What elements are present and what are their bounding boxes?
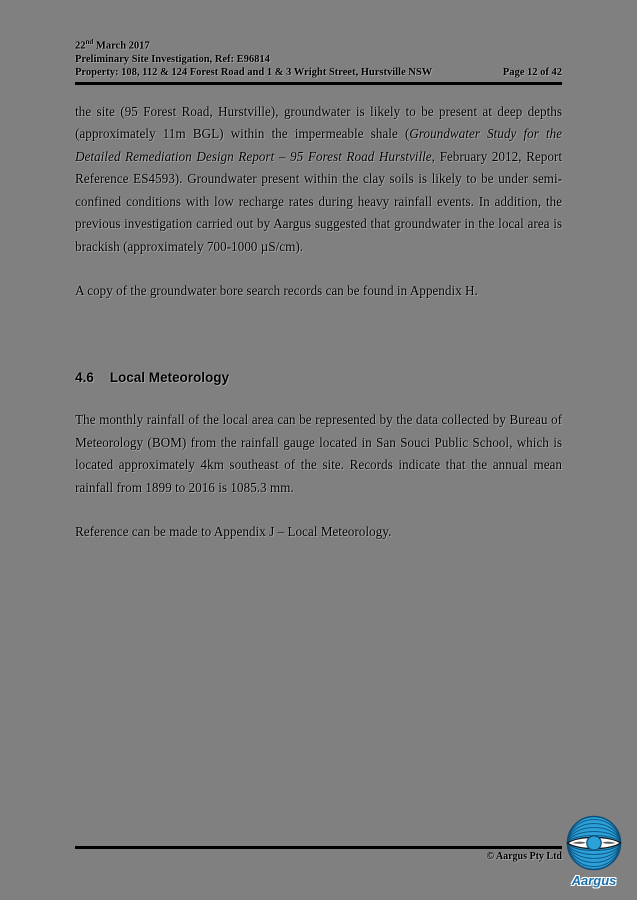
header-page-number: Page 12 of 42 — [502, 66, 562, 78]
paragraph-groundwater — [75, 101, 562, 259]
header-date-rest: March 2017 — [93, 40, 150, 52]
aargus-globe-icon — [565, 814, 623, 872]
aargus-logo — [561, 814, 627, 888]
paragraph-groundwater-pre: the site (95 Forest Road, Hurstville), groundwater is likely to be present at deep depths (approximately 11m BGL) within the impermeable shale ( — [75, 103, 562, 141]
section-heading-local-meteorology — [75, 367, 562, 390]
footer-copyright: © Aargus Pty Ltd — [486, 851, 562, 862]
document-body — [75, 101, 562, 544]
header-report-title: Preliminary Site Investigation, Ref: E96814 — [75, 53, 270, 65]
paragraph-appendix-j: Reference can be made to Appendix J – Local Meteorology. — [75, 524, 392, 539]
page-header — [75, 36, 562, 85]
header-date-line — [75, 36, 562, 53]
paragraph-groundwater-report-title: Groundwater Study for the Detailed Remediation Design Report – 95 Forest Road Hurstville — [75, 126, 563, 164]
section-title: Local Meteorology — [109, 369, 230, 385]
section-number: 4.6 — [75, 369, 94, 385]
paragraph-rainfall: The monthly rainfall of the local area can be represented by the data collected by Bureau of Meteorology (BOM) from the rainfall gauge located in San Souci Public School, which is located approximately 4km southeast of the site. Records indicate that the annual mean rainfall from 1899 to 2016 is 1085.3 mm. — [75, 412, 562, 495]
paragraph-appendix-h: A copy of the groundwater bore search records can be found in Appendix H. — [75, 283, 478, 298]
header-date-day: 22 — [75, 40, 86, 52]
paragraph-groundwater-post: , February 2012, Report Reference ES4593). Groundwater present within the clay soils is likely to be under semi-confined conditions with low recharge rates during heavy rainfall events. In addition, the previous investigation carried out by Aargus suggested that groundwater in the local area is brackish (approximately 700-1000 µS/cm). — [75, 148, 562, 254]
page-footer — [75, 846, 562, 862]
header-property-line: Property: 108, 112 & 124 Forest Road and 1 & 3 Wright Street, Hurstville NSW — [75, 66, 433, 78]
header-date-ordinal: nd — [85, 38, 94, 46]
aargus-logo-text: Aargus — [571, 873, 617, 888]
